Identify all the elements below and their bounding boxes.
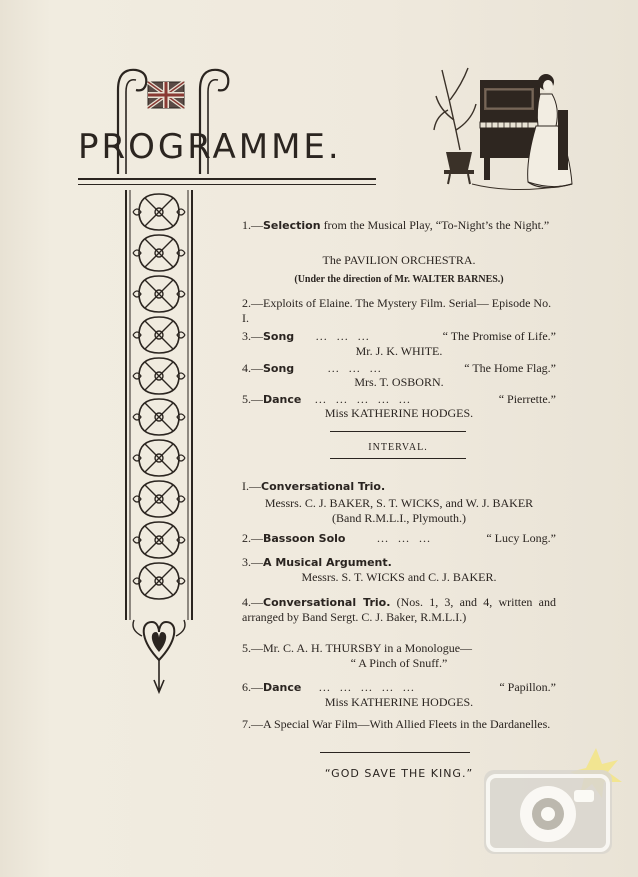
leader-dots: … … … … … xyxy=(314,392,414,406)
item-3 xyxy=(242,329,556,344)
item-6 xyxy=(242,479,556,494)
item-title: Dance xyxy=(263,393,302,406)
item-title: Song xyxy=(263,362,295,375)
item-number: 4.— xyxy=(242,595,263,609)
item-number: 3.— xyxy=(242,329,263,343)
item-11-performer: Miss KATHERINE HODGES. xyxy=(324,695,474,709)
item-text: from the Musical Play, “To-Night’s the Night.” xyxy=(320,218,550,232)
item-number: 7.— xyxy=(242,717,263,731)
item-3-performer: Mr. J. K. WHITE. xyxy=(355,344,443,358)
item-8-performer: Messrs. S. T. WICKS and C. J. BAKER. xyxy=(301,570,497,584)
leader-dots: … … … xyxy=(315,329,373,343)
celtic-knot-ornament xyxy=(120,190,198,700)
leader-dots: … … … xyxy=(376,531,434,545)
item-4 xyxy=(242,361,556,376)
item-12 xyxy=(242,717,556,732)
interval-heading: INTERVAL. xyxy=(368,442,428,453)
item-10-piece: “ A Pinch of Snuff.” xyxy=(350,656,448,670)
item-6-performer: Messrs. C. J. BAKER, S. T. WICKS, and W. J. BAKER xyxy=(264,496,534,510)
item-1-note: (Under the direction of Mr. WALTER BARNES.) xyxy=(294,274,504,285)
item-title: Conversational Trio. xyxy=(263,596,391,609)
interval-rule-bottom xyxy=(330,458,466,459)
item-number: 5.— xyxy=(242,392,263,406)
item-number: 5.— xyxy=(242,641,263,655)
item-number: 3.— xyxy=(242,555,263,569)
item-4-performer: Mrs. T. OSBORN. xyxy=(354,375,444,389)
item-5 xyxy=(242,392,556,407)
closing-rule xyxy=(320,752,470,753)
item-2 xyxy=(242,296,556,326)
item-title: Dance xyxy=(263,681,302,694)
item-piece: “ The Promise of Life.” xyxy=(442,329,556,343)
closing-line: “GOD SAVE THE KING.” xyxy=(324,767,474,780)
item-text: A Special War Film—With Allied Fleets in the Dardanelles. xyxy=(263,717,551,731)
pianist-illustration xyxy=(432,60,582,195)
leader-dots: … … … … … xyxy=(318,680,418,694)
title-rule-thin xyxy=(78,184,376,185)
item-number: 2.— xyxy=(242,531,263,545)
item-piece: “ Pierrette.” xyxy=(498,392,556,406)
item-text: (Nos. 1, 3, and 4, written and arranged by Band Sergt. C. J. Baker, R.M.L.I.) xyxy=(242,595,556,624)
item-1 xyxy=(242,218,556,233)
item-1-performer: The PAVILION ORCHESTRA. xyxy=(322,253,476,267)
item-text: Exploits of Elaine. The Mystery Film. Serial— Episode No. I. xyxy=(242,296,552,325)
camera-watermark-icon xyxy=(484,742,628,862)
item-title: Selection xyxy=(263,219,321,232)
title-rule xyxy=(78,178,376,180)
item-number: 1.— xyxy=(242,218,263,232)
page-title: PROGRAMME. xyxy=(78,127,342,167)
item-title: Bassoon Solo xyxy=(263,532,346,545)
item-9 xyxy=(242,595,556,625)
item-piece: “ Lucy Long.” xyxy=(486,531,556,545)
item-title: Song xyxy=(263,330,295,343)
item-title: Conversational Trio. xyxy=(261,480,386,493)
item-title: A Musical Argument. xyxy=(263,556,392,569)
item-7 xyxy=(242,531,556,546)
item-piece: “ Papillon.” xyxy=(499,680,556,694)
leader-dots: … … … xyxy=(327,361,385,375)
item-piece: “ The Home Flag.” xyxy=(464,361,556,375)
item-11 xyxy=(242,680,556,695)
interval-rule-top xyxy=(330,431,466,432)
item-number: 6.— xyxy=(242,680,263,694)
item-number: 2.— xyxy=(242,296,263,310)
item-6-sub: (Band R.M.L.I., Plymouth.) xyxy=(332,511,466,525)
item-10 xyxy=(242,641,556,656)
item-text: Mr. C. A. H. THURSBY in a Monologue— xyxy=(263,641,473,655)
item-number: I.— xyxy=(242,479,261,493)
item-number: 4.— xyxy=(242,361,263,375)
item-8 xyxy=(242,555,556,570)
item-5-performer: Miss KATHERINE HODGES. xyxy=(324,406,474,420)
